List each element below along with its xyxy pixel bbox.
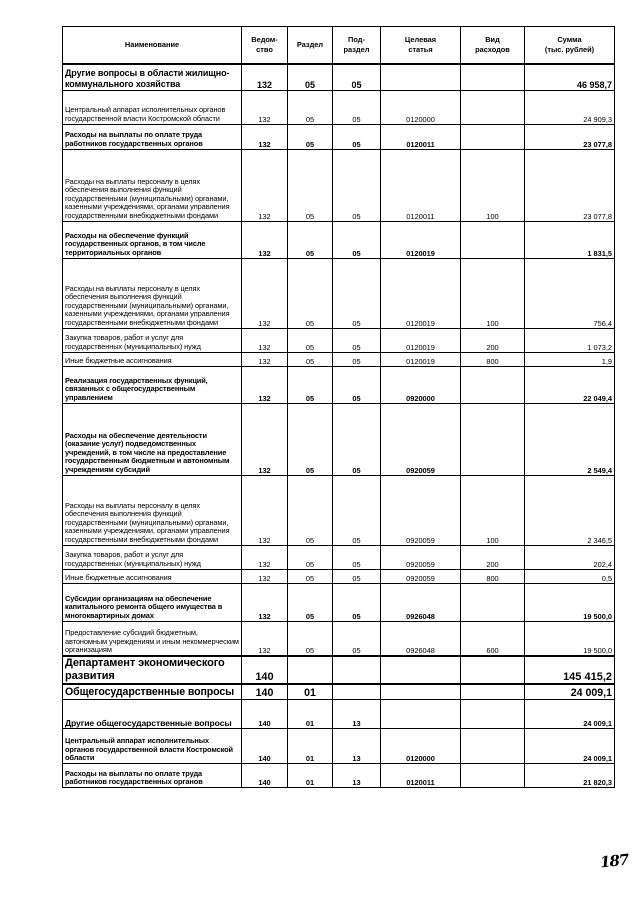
row-vid-rashodov: [461, 221, 525, 258]
table-row: [63, 403, 615, 475]
budget-table: [62, 26, 615, 788]
row-summa: 24 009,1: [525, 728, 615, 763]
row-podrazdel: 05: [333, 221, 381, 258]
row-vid-rashodov: [461, 403, 525, 475]
row-vedomstvo: 132: [242, 583, 288, 621]
row-razdel: 05: [288, 328, 333, 352]
row-razdel: 05: [288, 352, 333, 366]
row-celevaya-statya: 0120019: [381, 328, 461, 352]
row-celevaya-statya: 0920059: [381, 569, 461, 583]
col-header-podrazdel: Под- раздел: [333, 27, 381, 65]
row-razdel: 05: [288, 366, 333, 403]
row-celevaya-statya: 0920059: [381, 545, 461, 569]
row-summa: 21 820,3: [525, 763, 615, 787]
table-row: [63, 699, 615, 728]
row-podrazdel: 05: [333, 124, 381, 149]
table-row: [63, 328, 615, 352]
row-razdel: 05: [288, 149, 333, 221]
row-celevaya-statya: 0120011: [381, 763, 461, 787]
row-name: Закупка товаров, работ и услуг для государственных (муниципальных) нужд: [63, 545, 242, 569]
table-row: [63, 728, 615, 763]
row-name: Центральный аппарат исполнительных органов государственной власти Костромской области: [63, 728, 242, 763]
row-vid-rashodov: 200: [461, 328, 525, 352]
row-name: Другие общегосударственные вопросы: [63, 699, 242, 728]
row-vedomstvo: 132: [242, 90, 288, 124]
table-row: [63, 352, 615, 366]
row-vid-rashodov: 600: [461, 621, 525, 656]
row-summa: 1 073,2: [525, 328, 615, 352]
row-vid-rashodov: [461, 684, 525, 699]
table-header-row: [63, 27, 615, 65]
row-vid-rashodov: 100: [461, 149, 525, 221]
row-razdel: 01: [288, 763, 333, 787]
row-name: Субсидии организациям на обеспечение капитального ремонта общего имущества в многоквартирных домах: [63, 583, 242, 621]
row-vid-rashodov: 800: [461, 569, 525, 583]
row-podrazdel: 05: [333, 545, 381, 569]
row-celevaya-statya: 0926048: [381, 621, 461, 656]
col-header-name: Наименование: [63, 27, 242, 65]
row-razdel: [288, 656, 333, 684]
row-vedomstvo: 132: [242, 328, 288, 352]
row-vedomstvo: 132: [242, 621, 288, 656]
budget-page: [62, 26, 614, 788]
row-vedomstvo: 132: [242, 124, 288, 149]
row-summa: 202,4: [525, 545, 615, 569]
row-vedomstvo: 132: [242, 258, 288, 328]
row-podrazdel: 05: [333, 352, 381, 366]
row-vedomstvo: 132: [242, 545, 288, 569]
row-celevaya-statya: 0120019: [381, 221, 461, 258]
row-celevaya-statya: 0120011: [381, 124, 461, 149]
row-razdel: 05: [288, 475, 333, 545]
row-razdel: 05: [288, 621, 333, 656]
row-name: Расходы на обеспечение функций государственных органов, в том числе территориальных органов: [63, 221, 242, 258]
row-vid-rashodov: [461, 656, 525, 684]
row-vid-rashodov: 100: [461, 475, 525, 545]
row-celevaya-statya: 0120019: [381, 352, 461, 366]
row-summa: 22 049,4: [525, 366, 615, 403]
row-celevaya-statya: 0926048: [381, 583, 461, 621]
table-row: [63, 149, 615, 221]
row-podrazdel: 05: [333, 328, 381, 352]
row-name: Иные бюджетные ассигнования: [63, 352, 242, 366]
page-number: 187: [599, 850, 630, 872]
row-celevaya-statya: [381, 656, 461, 684]
row-celevaya-statya: [381, 699, 461, 728]
table-row: [63, 258, 615, 328]
row-podrazdel: [333, 656, 381, 684]
row-summa: 1,9: [525, 352, 615, 366]
row-name: Предоставление субсидий бюджетным, автономным учреждениям и иным некоммерческим организациям: [63, 621, 242, 656]
row-vedomstvo: 140: [242, 699, 288, 728]
table-row: [63, 90, 615, 124]
row-podrazdel: 13: [333, 699, 381, 728]
table-row: [63, 583, 615, 621]
row-summa: 23 077,8: [525, 124, 615, 149]
row-vid-rashodov: [461, 90, 525, 124]
row-name: Реализация государственных функций, связанных с общегосударственным управлением: [63, 366, 242, 403]
row-name: Общегосударственные вопросы: [63, 684, 242, 699]
row-summa: 1 831,5: [525, 221, 615, 258]
row-celevaya-statya: 0920000: [381, 366, 461, 403]
row-razdel: 05: [288, 64, 333, 90]
row-vedomstvo: 132: [242, 149, 288, 221]
row-podrazdel: 05: [333, 621, 381, 656]
row-podrazdel: [333, 684, 381, 699]
row-name: Расходы на выплаты по оплате труда работников государственных органов: [63, 124, 242, 149]
row-razdel: 05: [288, 221, 333, 258]
col-header-summa: Сумма (тыс. рублей): [525, 27, 615, 65]
row-summa: 24 909,3: [525, 90, 615, 124]
row-vid-rashodov: [461, 763, 525, 787]
col-header-vedomstvo: Ведом- ство: [242, 27, 288, 65]
row-razdel: 05: [288, 90, 333, 124]
row-vedomstvo: 132: [242, 64, 288, 90]
table-row: [63, 684, 615, 699]
row-vid-rashodov: [461, 64, 525, 90]
row-summa: 24 009,1: [525, 699, 615, 728]
table-row: [63, 221, 615, 258]
table-row: [63, 475, 615, 545]
table-row: [63, 545, 615, 569]
row-name: Другие вопросы в области жилищно-коммунального хозяйства: [63, 64, 242, 90]
row-podrazdel: 13: [333, 728, 381, 763]
row-podrazdel: 05: [333, 569, 381, 583]
row-summa: 0,5: [525, 569, 615, 583]
row-celevaya-statya: 0120000: [381, 90, 461, 124]
table-row: [63, 656, 615, 684]
row-celevaya-statya: 0920059: [381, 403, 461, 475]
row-podrazdel: 05: [333, 64, 381, 90]
row-podrazdel: 05: [333, 366, 381, 403]
row-podrazdel: 05: [333, 90, 381, 124]
row-vid-rashodov: [461, 728, 525, 763]
row-vid-rashodov: [461, 124, 525, 149]
row-vedomstvo: 140: [242, 763, 288, 787]
row-podrazdel: 05: [333, 475, 381, 545]
row-razdel: 05: [288, 258, 333, 328]
row-podrazdel: 13: [333, 763, 381, 787]
row-summa: 145 415,2: [525, 656, 615, 684]
row-vid-rashodov: 200: [461, 545, 525, 569]
row-summa: 2 346,5: [525, 475, 615, 545]
table-row: [63, 64, 615, 90]
row-vid-rashodov: [461, 583, 525, 621]
row-razdel: 05: [288, 569, 333, 583]
row-name: Департамент экономического развития: [63, 656, 242, 684]
row-vedomstvo: 140: [242, 684, 288, 699]
row-vedomstvo: 140: [242, 728, 288, 763]
row-name: Расходы на выплаты по оплате труда работников государственных органов: [63, 763, 242, 787]
row-razdel: 05: [288, 124, 333, 149]
table-row: [63, 763, 615, 787]
col-header-razdel: Раздел: [288, 27, 333, 65]
row-vid-rashodov: 100: [461, 258, 525, 328]
row-vedomstvo: 132: [242, 403, 288, 475]
row-name: Расходы на обеспечение деятельности (оказание услуг) подведомственных учреждений, в том числе на предоставление государственным бюджетным и автономным учреждениям субсидий: [63, 403, 242, 475]
row-podrazdel: 05: [333, 258, 381, 328]
row-vedomstvo: 132: [242, 475, 288, 545]
row-summa: 756,4: [525, 258, 615, 328]
row-razdel: 01: [288, 684, 333, 699]
row-vedomstvo: 132: [242, 352, 288, 366]
row-name: Расходы на выплаты персоналу в целях обеспечения выполнения функций государственными (муниципальными) органами, казенными учреждениями, органами управления государственными внебюджетными фондами: [63, 149, 242, 221]
row-summa: 46 958,7: [525, 64, 615, 90]
table-row: [63, 621, 615, 656]
row-vedomstvo: 132: [242, 569, 288, 583]
row-celevaya-statya: [381, 64, 461, 90]
row-podrazdel: 05: [333, 403, 381, 475]
row-vid-rashodov: [461, 366, 525, 403]
row-podrazdel: 05: [333, 583, 381, 621]
row-podrazdel: 05: [333, 149, 381, 221]
row-name: Расходы на выплаты персоналу в целях обеспечения выполнения функций государственными (муниципальными) органами, казенными учреждениями, органами управления государственными внебюджетными фондами: [63, 475, 242, 545]
row-razdel: 05: [288, 583, 333, 621]
row-summa: 2 549,4: [525, 403, 615, 475]
row-vedomstvo: 132: [242, 366, 288, 403]
row-summa: 19 500,0: [525, 621, 615, 656]
row-celevaya-statya: 0120019: [381, 258, 461, 328]
row-razdel: 05: [288, 403, 333, 475]
row-celevaya-statya: 0120011: [381, 149, 461, 221]
row-name: Расходы на выплаты персоналу в целях обеспечения выполнения функций государственными (муниципальными) органами, казенными учреждениями, органами управления государственными внебюджетными фондами: [63, 258, 242, 328]
row-vid-rashodov: [461, 699, 525, 728]
row-vedomstvo: 140: [242, 656, 288, 684]
table-row: [63, 366, 615, 403]
col-header-celevaya-statya: Целевая статья: [381, 27, 461, 65]
row-razdel: 05: [288, 545, 333, 569]
row-celevaya-statya: 0920059: [381, 475, 461, 545]
table-row: [63, 569, 615, 583]
col-header-vid-rashodov: Вид расходов: [461, 27, 525, 65]
row-celevaya-statya: [381, 684, 461, 699]
row-name: Закупка товаров, работ и услуг для государственных (муниципальных) нужд: [63, 328, 242, 352]
table-row: [63, 124, 615, 149]
row-vid-rashodov: 800: [461, 352, 525, 366]
row-vedomstvo: 132: [242, 221, 288, 258]
row-celevaya-statya: 0120000: [381, 728, 461, 763]
row-summa: 23 077,8: [525, 149, 615, 221]
row-name: Иные бюджетные ассигнования: [63, 569, 242, 583]
row-summa: 19 500,0: [525, 583, 615, 621]
row-razdel: 01: [288, 728, 333, 763]
row-summa: 24 009,1: [525, 684, 615, 699]
row-name: Центральный аппарат исполнительных органов государственной власти Костромской области: [63, 90, 242, 124]
row-razdel: 01: [288, 699, 333, 728]
